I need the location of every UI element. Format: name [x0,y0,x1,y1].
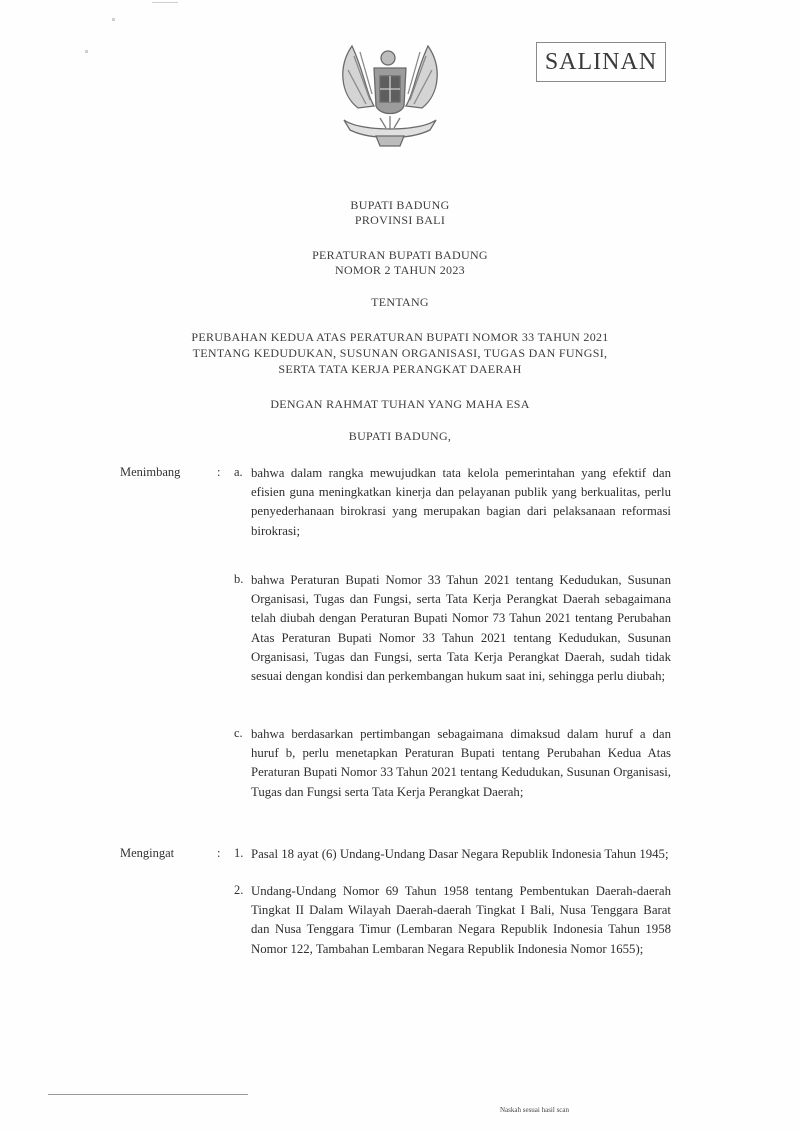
mengingat-label: Mengingat [120,846,175,860]
regulation-number: NOMOR 2 TAHUN 2023 [335,263,465,277]
menimbang-c-text: bahwa berdasarkan pertimbangan sebagaimana dimaksud dalam huruf a dan huruf b, perlu menetapkan Peraturan Bupati tentang Perubahan Kedua Atas Peraturan Bupati Nomor 33 Tahun 2021 tentang Kedudukan, Susunan Organisasi, Tugas dan Fungsi serta Tata Kerja Perangkat Daerah; [251,727,671,799]
scan-artifact-dot [85,50,88,53]
title-line-2: TENTANG KEDUDUKAN, SUSUNAN ORGANISASI, TUGAS DAN FUNGSI, [192,346,608,360]
mengingat-1-text: Pasal 18 ayat (6) Undang-Undang Dasar Negara Republik Indonesia Tahun 1945; [251,847,669,861]
scan-artifact-top [152,2,178,3]
title-line-1: PERUBAHAN KEDUA ATAS PERATURAN BUPATI NOMOR 33 TAHUN 2021 [191,330,609,344]
title-line-3: SERTA TATA KERJA PERANGKAT DAERAH [278,362,522,376]
invocation: DENGAN RAHMAT TUHAN YANG MAHA ESA [270,397,530,411]
mengingat-colon: : [217,846,221,860]
footer-note: Naskah sesuai hasil scan [500,1106,570,1114]
header-bupati: BUPATI BADUNG [350,198,450,212]
menimbang-b-text: bahwa Peraturan Bupati Nomor 33 Tahun 2021 tentang Kedudukan, Susunan Organisasi, Tugas dan Fungsi, serta Tata Kerja Perangkat Daerah sebagaimana telah diubah dengan Peraturan Bupati Nomor 73 Tahun 2021 tentang Perubahan Atas Peraturan Bupati Nomor 33 Tahun 2021 tentang Kedudukan, Susunan Organisasi, Tugas dan Fungsi, serta Tata Kerja Perangkat Daerah, sudah tidak sesuai dengan kondisi dan perkembangan hukum saat ini, sehingga perlu diubah; [251,573,671,684]
mengingat-1-marker: 1. [234,846,244,860]
menimbang-b-marker: b. [234,572,244,586]
authority-heading: BUPATI BADUNG, [348,429,452,443]
header-province: PROVINSI BALI [354,213,446,227]
menimbang-a-marker: a. [234,465,243,479]
menimbang-colon: : [217,465,221,479]
garuda-emblem-icon [330,36,450,151]
menimbang-a-text: bahwa dalam rangka mewujudkan tata kelola pemerintahan yang efektif dan efisien guna meningkatkan kinerja dan pelayanan publik yang berkualitas, perlu penyederhanaan birokrasi yang merupakan bagian dari pelaksanaan reformasi birokrasi; [251,466,671,538]
regulation-name: PERATURAN BUPATI BADUNG [312,248,488,262]
scan-artifact-dot [112,18,115,21]
salinan-stamp: SALINAN [536,42,666,82]
tentang-heading: TENTANG [371,295,429,309]
mengingat-2-marker: 2. [234,883,244,897]
mengingat-2-text: Undang-Undang Nomor 69 Tahun 1958 tentang Pembentukan Daerah-daerah Tingkat II Dalam Wilayah Daerah-daerah Tingkat I Bali, Nusa Tenggara Barat dan Nusa Tenggara Timur (Lembaran Negara Republik Indonesia Tahun 1958 Nomor 122, Tambahan Lembaran Negara Republik Indonesia Nomor 1655); [251,884,671,956]
menimbang-label: Menimbang [120,465,181,479]
footer-divider [48,1094,248,1095]
menimbang-c-marker: c. [234,726,243,740]
